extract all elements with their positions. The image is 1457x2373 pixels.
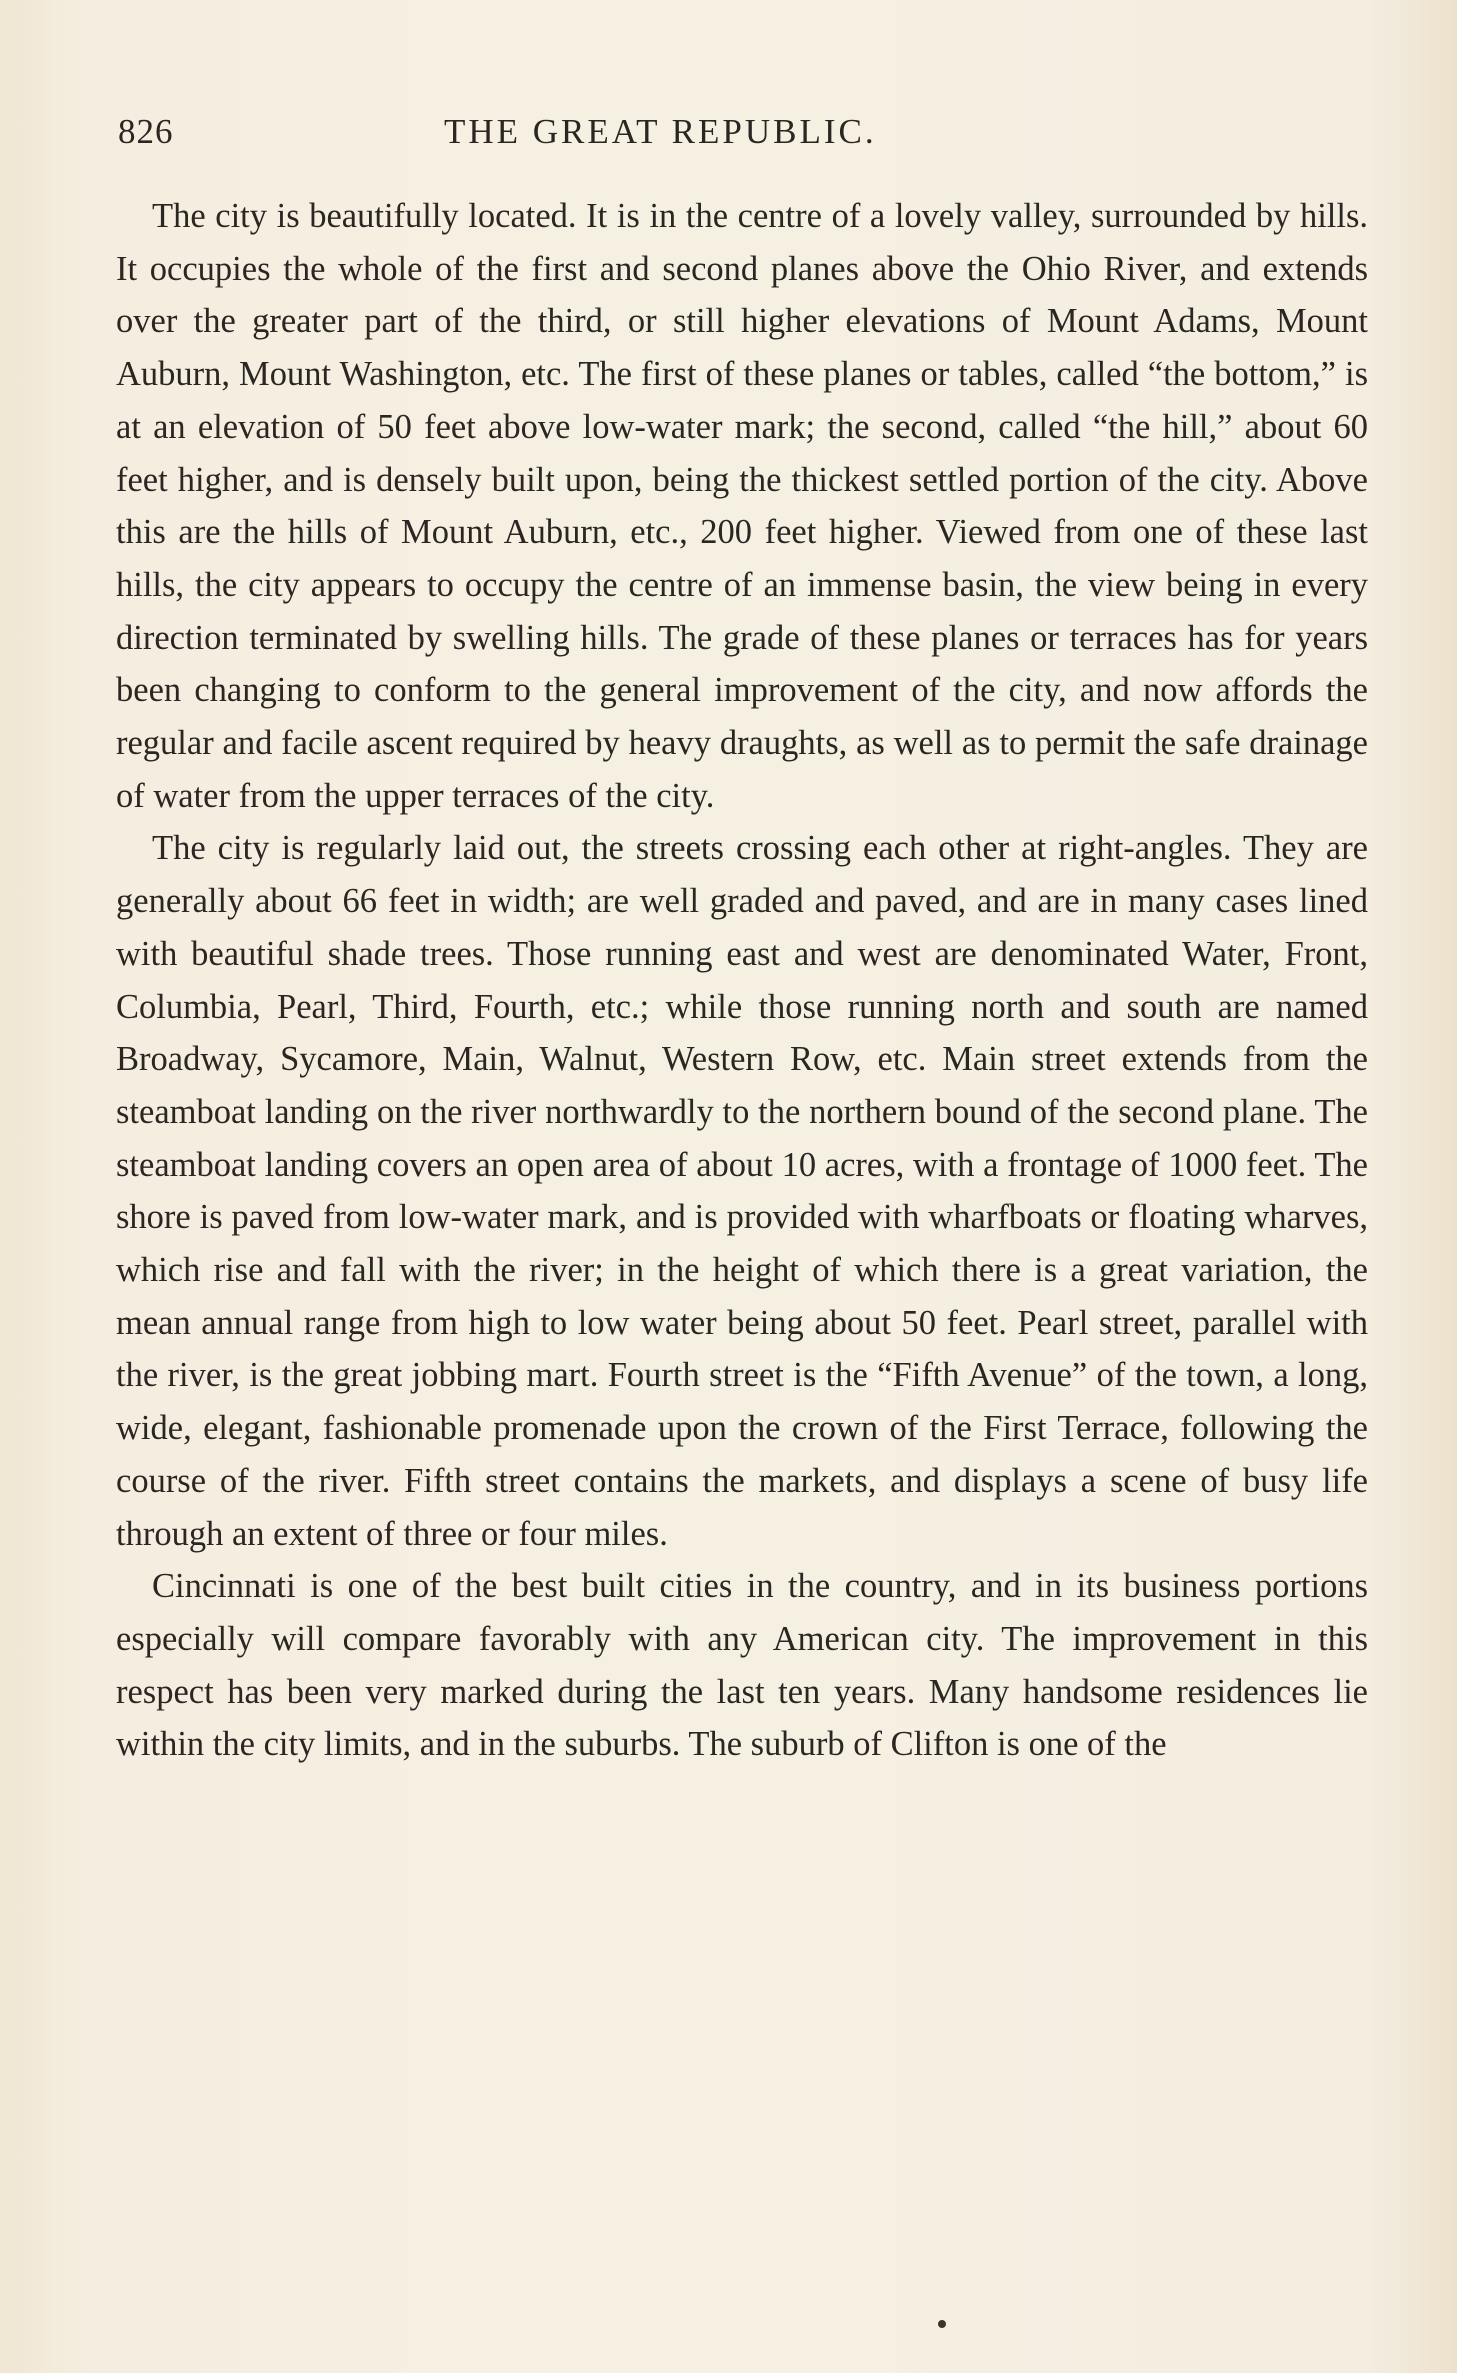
page-header bbox=[118, 112, 1388, 172]
paragraph: Cincinnati is one of the best built cities in the country, and in its business portions especially will compare favorably with any American city. The improvement in this respect has been very marked during the last ten years. Many handsome residences lie within the city limits, and in the suburbs. The suburb of Clifton is one of the bbox=[116, 1567, 1368, 1764]
running-head: THE GREAT REPUBLIC. bbox=[444, 112, 877, 151]
page-number: 826 bbox=[118, 112, 174, 151]
body-text bbox=[116, 190, 1368, 1771]
printer-dot-mark bbox=[938, 2320, 946, 2328]
paragraph: The city is beautifully located. It is in the centre of a lovely valley, surrounded by hills. It occupies the whole of the first and second planes above the Ohio River, and extends over the greater part of the third, or still higher elevations of Mount Adams, Mount Auburn, Mount Washington, etc. The first of these planes or tables, called “the bottom,” is at an elevation of 50 feet above low-water mark; the second, called “the hill,” about 60 feet higher, and is densely built upon, being the thickest settled portion of the city. Above this are the hills of Mount Auburn, etc., 200 feet higher. Viewed from one of these last hills, the city appears to occupy the centre of an immense basin, the view being in every direction terminated by swelling hills. The grade of these planes or terraces has for years been changing to conform to the general improvement of the city, and now affords the regular and facile ascent required by heavy draughts, as well as to permit the safe drainage of water from the upper terraces of the city. bbox=[116, 197, 1368, 815]
paragraph: The city is regularly laid out, the streets crossing each other at right-angles. They are generally about 66 feet in width; are well graded and paved, and are in many cases lined with beautiful shade trees. Those running east and west are denominated Water, Front, Columbia, Pearl, Third, Fourth, etc.; while those running north and south are named Broadway, Sycamore, Main, Walnut, Western Row, etc. Main street extends from the steamboat landing on the river northwardly to the northern bound of the second plane. The steamboat landing covers an open area of about 10 acres, with a frontage of 1000 feet. The shore is paved from low-water mark, and is provided with wharfboats or floating wharves, which rise and fall with the river; in the height of which there is a great variation, the mean annual range from high to low water being about 50 feet. Pearl street, parallel with the river, is the great jobbing mart. Fourth street is the “Fifth Avenue” of the town, a long, wide, elegant, fashionable promenade upon the crown of the First Terrace, following the course of the river. Fifth street contains the markets, and displays a scene of busy life through an extent of three or four miles. bbox=[116, 829, 1368, 1553]
